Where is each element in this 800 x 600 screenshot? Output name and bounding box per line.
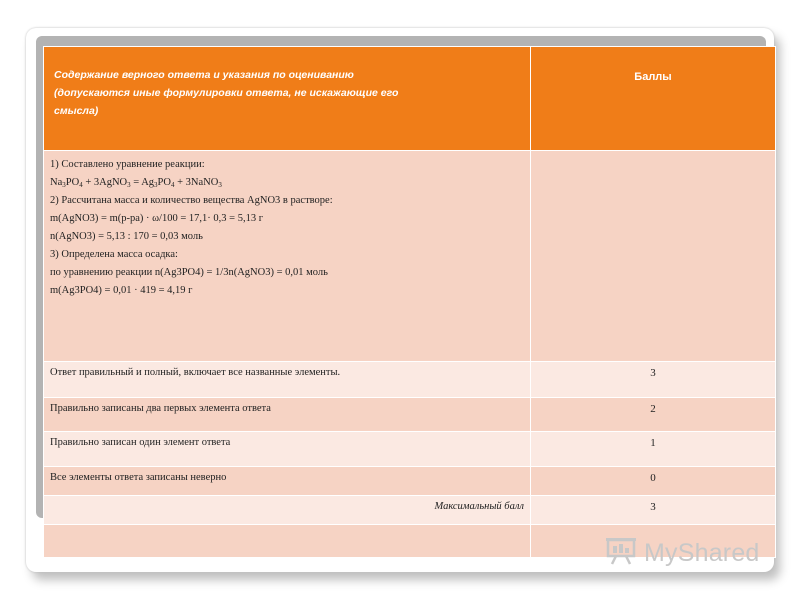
solution-score-cell xyxy=(531,151,776,362)
reaction-equation: $Na_3PO_4$ + 3AgNO$_3$ = $Ag_3PO_4$ + 3NaNO$_3$ xyxy=(50,177,222,189)
solution-cell xyxy=(44,151,531,362)
criteria-text: Правильно записаны два первых элемента ответа xyxy=(50,403,271,414)
max-score-value: 3 xyxy=(650,501,656,513)
logo-text: MyShared xyxy=(644,538,760,567)
criteria-row xyxy=(44,467,776,496)
criteria-row xyxy=(44,398,776,432)
mass-calculation: m(AgNO3) = m(р-ра) · ω/100 = 17,1· 0,3 = 5,13 г xyxy=(50,213,263,224)
ratio-calculation: по уравнению реакции n(Ag3PO4) = 1/3n(AgNO3) = 0,01 моль xyxy=(50,267,328,278)
solution-step3: 3) Определена масса осадка: xyxy=(50,249,178,260)
criteria-score: 1 xyxy=(650,437,656,449)
criteria-text: Ответ правильный и полный, включает все названные элементы. xyxy=(50,367,341,378)
max-score-label: Максимальный балл xyxy=(434,501,524,512)
grading-table xyxy=(43,46,776,558)
criteria-row xyxy=(44,432,776,467)
content-header-line3: смысла) xyxy=(54,105,99,117)
solution-row xyxy=(44,151,776,362)
criteria-text: Правильно записан один элемент ответа xyxy=(50,437,231,448)
score-header: Баллы xyxy=(634,71,672,83)
precipitate-mass: m(Ag3PO4) = 0,01 · 419 = 4,19 г xyxy=(50,285,193,296)
content-header-line2: (допускаются иные формулировки ответа, не искажающие его xyxy=(54,87,399,99)
solution-step2: 2) Рассчитана масса и количество вещества AgNO3 в растворе: xyxy=(50,195,333,206)
max-score-row xyxy=(44,496,776,525)
criteria-score: 3 xyxy=(650,367,656,379)
criteria-score: 2 xyxy=(650,403,656,415)
criteria-text: Все элементы ответа записаны неверно xyxy=(50,472,227,483)
score-header-cell xyxy=(531,47,776,151)
solution-step1: 1) Составлено уравнение реакции: xyxy=(50,159,205,170)
content-header-line1: Содержание верного ответа и указания по оцениванию xyxy=(54,69,354,81)
content-header-cell xyxy=(44,47,531,151)
moles-calculation: n(AgNO3) = 5,13 : 170 = 0,03 моль xyxy=(50,231,203,242)
criteria-row xyxy=(44,362,776,398)
table-header-row xyxy=(44,47,776,151)
criteria-score: 0 xyxy=(650,472,656,484)
presentation-board-icon xyxy=(606,537,638,570)
myshared-logo xyxy=(606,538,760,568)
